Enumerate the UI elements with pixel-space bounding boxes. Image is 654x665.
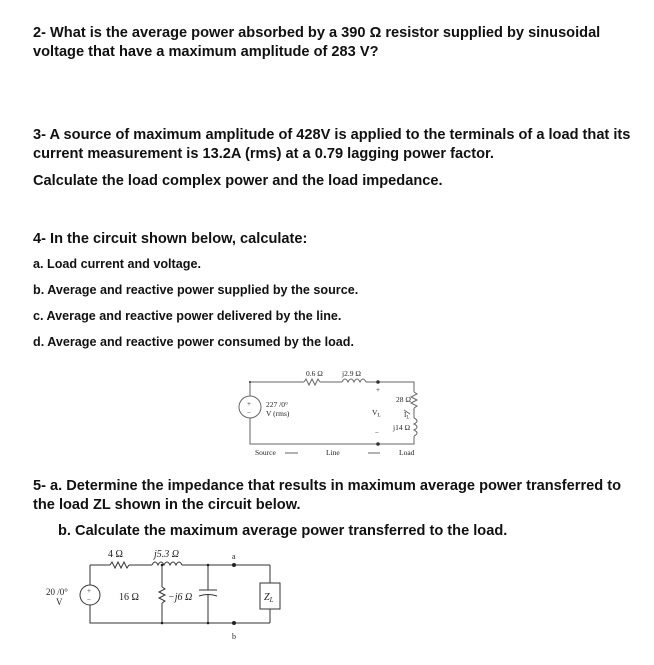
q4-item-c: c. Average and reactive power delivered by the line.: [33, 309, 342, 323]
r-load-label: 28 Ω: [396, 395, 411, 404]
source-minus: −: [247, 409, 251, 417]
q4-item-a: a. Load current and voltage.: [33, 257, 201, 271]
line-resistor: [304, 379, 320, 385]
source2-minus: −: [87, 596, 91, 604]
label-line: Line: [326, 448, 340, 457]
zl-label: $Z_L$: [264, 592, 274, 604]
il-label: $I_L$: [404, 411, 410, 421]
x-load-label: j14 Ω: [393, 423, 411, 432]
x-line-label: j2.9 Ω: [342, 369, 361, 378]
q4-item-d: d. Average and reactive power consumed by the load.: [33, 335, 354, 349]
node-b-terminal: [232, 621, 236, 625]
x1-label: j5.3 Ω: [154, 549, 180, 560]
source-unit-2: V: [56, 597, 63, 607]
vl-plus: +: [376, 386, 380, 394]
source-plus: +: [247, 400, 251, 408]
q3-line2: current measurement is 13.2A (rms) at a 0.79 lagging power factor.: [33, 146, 494, 162]
circuit-diagram-2: [40, 543, 300, 645]
q4-item-b: b. Average and reactive power supplied by the source.: [33, 283, 359, 297]
source2-plus: +: [87, 587, 91, 595]
node-b-label: b: [232, 632, 236, 641]
vl-minus: −: [375, 429, 379, 437]
xc-label: −j6 Ω: [168, 592, 193, 603]
line-inductor: [342, 379, 366, 382]
source-voltage: 227 /0°: [266, 400, 288, 409]
label-load: Load: [399, 448, 415, 457]
q3-line1: 3- A source of maximum amplitude of 428V is applied to the terminals of a load that its: [33, 127, 631, 143]
r1-label: 4 Ω: [108, 549, 123, 560]
q2-line1: 2- What is the average power absorbed by a 390 Ω resistor supplied by sinusoidal: [33, 25, 601, 41]
q5-item-b: b. Calculate the maximum average power transferred to the load.: [58, 523, 508, 539]
load-resistor: [411, 392, 417, 408]
r2-label: 16 Ω: [119, 592, 139, 603]
terminal-top: [376, 380, 380, 384]
label-source: Source: [255, 448, 276, 457]
inductor-j53: [152, 562, 182, 565]
circuit-diagram-1: [230, 362, 440, 460]
node-a-label: a: [232, 552, 236, 561]
vl-label: $V_L$: [372, 408, 381, 419]
q5-line1: 5- a. Determine the impedance that results in maximum average power transferred to: [33, 478, 621, 494]
load-inductor: [414, 418, 417, 436]
source-voltage-2: 20 /0°: [46, 587, 68, 597]
q2-line2: voltage that have a maximum amplitude of 283 V?: [33, 44, 379, 60]
resistor-16ohm: [159, 587, 165, 603]
q3-line3: Calculate the load complex power and the load impedance.: [33, 173, 443, 189]
source-unit: V (rms): [266, 409, 290, 418]
r-line-label: 0.6 Ω: [306, 369, 323, 378]
terminal-bottom: [376, 442, 380, 446]
resistor-4ohm: [110, 562, 129, 568]
q4-intro: 4- In the circuit shown below, calculate:: [33, 231, 308, 247]
q5-line2: the load ZL shown in the circuit below.: [33, 497, 301, 513]
node-a-terminal: [232, 563, 236, 567]
